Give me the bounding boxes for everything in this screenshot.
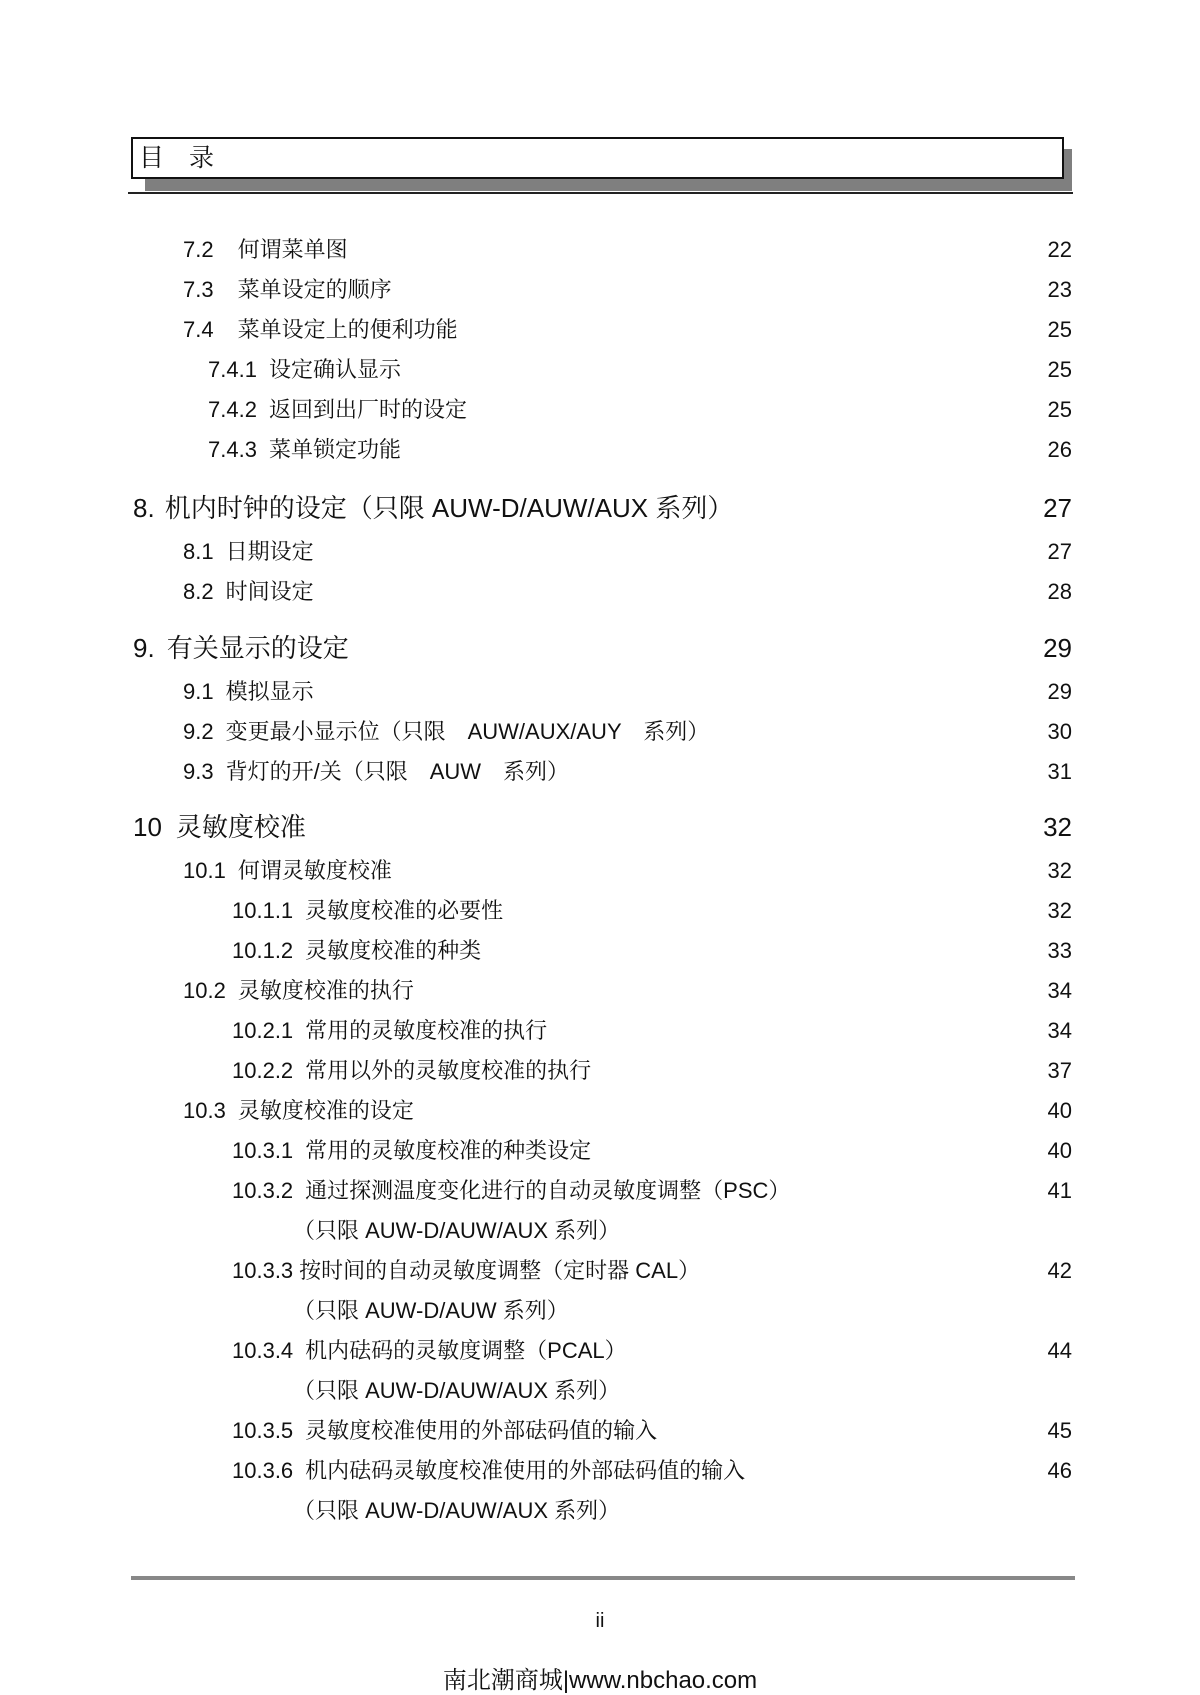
toc-entry-page: 28 (1047, 579, 1072, 604)
toc-entry-number: 10.3.2 (232, 1178, 294, 1203)
toc-entry-label: 时间设定 (225, 579, 314, 604)
toc-entry[interactable] (183, 675, 1072, 705)
toc-entry-number: 10 (133, 812, 162, 842)
toc-entry-number: 8.1 (183, 539, 214, 564)
toc-entry-label: 菜单设定的顺序 (237, 277, 392, 302)
toc-entry-label: 何谓菜单图 (237, 237, 348, 262)
toc-entry-page: 27 (1043, 493, 1072, 523)
toc-entry-page: 45 (1047, 1418, 1072, 1443)
toc-entry-page: 30 (1047, 719, 1072, 744)
toc-entry-number: 7.2 (183, 237, 214, 262)
toc-entry-label: 按时间的自动灵敏度调整（定时器 CAL） (299, 1258, 701, 1283)
footer-rule (131, 1576, 1075, 1580)
toc-entry-number: 7.3 (183, 277, 214, 302)
toc-entry-page: 42 (1047, 1258, 1072, 1283)
toc-entry-number: 10.3.5 (232, 1418, 294, 1443)
toc-entry-label: 常用的灵敏度校准的种类设定 (305, 1138, 592, 1163)
toc-entry-continuation: （只限 AUW-D/AUW/AUX 系列） (293, 1218, 621, 1243)
toc-chapter-entry[interactable] (133, 807, 1072, 841)
toc-entry-label: 灵敏度校准的设定 (237, 1098, 414, 1123)
toc-entry-continuation: （只限 AUW-D/AUW/AUX 系列） (293, 1378, 621, 1403)
toc-entry-label: 有关显示的设定 (166, 633, 349, 663)
toc-entry[interactable] (183, 313, 1072, 343)
toc-entry-label: 常用的灵敏度校准的执行 (305, 1018, 548, 1043)
toc-entry[interactable] (232, 1054, 1072, 1084)
toc-entry[interactable] (183, 273, 1072, 303)
toc-entry-page: 25 (1047, 397, 1072, 422)
toc-entry[interactable] (232, 934, 1072, 964)
toc-entry-label: 机内砝码的灵敏度调整（PCAL） (305, 1338, 627, 1363)
toc-entry-page: 41 (1047, 1178, 1072, 1203)
toc-entry-number: 7.4.1 (208, 357, 257, 382)
toc-entry-page: 44 (1047, 1338, 1072, 1363)
toc-entry-page: 25 (1047, 317, 1072, 342)
toc-entry-number: 10.3 (183, 1098, 226, 1123)
toc-entry-label: 机内砝码灵敏度校准使用的外部砝码值的输入 (305, 1458, 746, 1483)
toc-entry-number: 9. (133, 633, 155, 663)
toc-entry-page: 32 (1047, 858, 1072, 883)
toc-entry-label: 何谓灵敏度校准 (237, 858, 392, 883)
toc-entry-number: 9.1 (183, 679, 214, 704)
toc-entry-page: 25 (1047, 357, 1072, 382)
toc-entry-page: 40 (1047, 1138, 1072, 1163)
toc-entry-number: 10.2.2 (232, 1058, 294, 1083)
toc-entry-number: 10.3.4 (232, 1338, 294, 1363)
toc-entry-number: 7.4.2 (208, 397, 257, 422)
toc-entry[interactable] (232, 1174, 1072, 1204)
toc-entry-page: 32 (1047, 898, 1072, 923)
toc-entry-page: 22 (1047, 237, 1072, 262)
toc-entry-label: 日期设定 (225, 539, 314, 564)
toc-entry-page: 34 (1047, 1018, 1072, 1043)
toc-entry-page: 32 (1043, 812, 1072, 842)
toc-entry-label: 灵敏度校准使用的外部砝码值的输入 (305, 1418, 658, 1443)
toc-entry[interactable] (232, 894, 1072, 924)
toc-entry-label: 模拟显示 (225, 679, 314, 704)
toc-entry[interactable] (183, 233, 1072, 263)
toc-entry-label: 灵敏度校准 (175, 812, 306, 842)
toc-entry-label: 变更最小显示位（只限 AUW/AUX/AUY 系列） (225, 719, 710, 744)
toc-entry-number: 10.2.1 (232, 1018, 294, 1043)
toc-entry-page: 31 (1047, 759, 1072, 784)
toc-entry-number: 10.3.3 (232, 1258, 294, 1283)
toc-entry-page: 29 (1043, 633, 1072, 663)
toc-entry[interactable] (183, 854, 1072, 884)
toc-entry[interactable] (183, 755, 1072, 785)
toc-chapter-entry[interactable] (133, 488, 1072, 522)
toc-entry-label: 灵敏度校准的种类 (305, 938, 482, 963)
toc-entry-label: 设定确认显示 (268, 357, 401, 382)
toc-entry[interactable] (232, 1014, 1072, 1044)
toc-title: 目 录 (139, 144, 215, 172)
toc-entry-page: 27 (1047, 539, 1072, 564)
toc-entry[interactable] (183, 715, 1072, 745)
toc-entry-number: 7.4.3 (208, 437, 257, 462)
toc-entry-number: 10.1.1 (232, 898, 294, 923)
toc-entry-label: 菜单设定上的便利功能 (237, 317, 458, 342)
toc-entry-page: 26 (1047, 437, 1072, 462)
toc-entry[interactable] (232, 1134, 1072, 1164)
toc-entry[interactable] (183, 1094, 1072, 1124)
toc-entry[interactable] (208, 433, 1072, 463)
toc-entry-continuation: （只限 AUW-D/AUW 系列） (293, 1298, 569, 1323)
page-number: ii (595, 1610, 605, 1632)
toc-entry-number: 10.2 (183, 978, 226, 1003)
toc-entry[interactable] (208, 353, 1072, 383)
toc-entry-number: 10.1 (183, 858, 226, 883)
toc-entry-number: 9.3 (183, 759, 214, 784)
toc-entry-page: 33 (1047, 938, 1072, 963)
toc-entry-label: 灵敏度校准的执行 (237, 978, 414, 1003)
watermark-text: 南北潮商城|www.nbchao.com (442, 1667, 758, 1694)
toc-entry-number: 10.3.1 (232, 1138, 294, 1163)
toc-entry-continuation: （只限 AUW-D/AUW/AUX 系列） (293, 1498, 621, 1523)
toc-entry-number: 8.2 (183, 579, 214, 604)
toc-entry-label: 灵敏度校准的必要性 (305, 898, 504, 923)
toc-entry-page: 46 (1047, 1458, 1072, 1483)
toc-entry[interactable] (183, 535, 1072, 565)
toc-entry-label: 菜单锁定功能 (268, 437, 401, 462)
toc-entry[interactable] (232, 1454, 1072, 1484)
toc-entry[interactable] (208, 393, 1072, 423)
toc-entry[interactable] (232, 1334, 1072, 1364)
toc-entry-label: 返回到出厂时的设定 (268, 397, 467, 422)
toc-entry-label: 背灯的开/关（只限 AUW 系列） (225, 759, 570, 784)
toc-entry-number: 10.3.6 (232, 1458, 294, 1483)
toc-entry[interactable] (232, 1414, 1072, 1444)
toc-entry-label: 通过探测温度变化进行的自动灵敏度调整（PSC） (305, 1178, 791, 1203)
toc-entry-label: 常用以外的灵敏度校准的执行 (305, 1058, 592, 1083)
toc-entry-number: 8. (133, 493, 155, 523)
toc-entry-page: 40 (1047, 1098, 1072, 1123)
toc-entry[interactable] (183, 974, 1072, 1004)
toc-entry-page: 34 (1047, 978, 1072, 1003)
toc-entry-page: 29 (1047, 679, 1072, 704)
toc-entry-number: 7.4 (183, 317, 214, 342)
toc-chapter-entry[interactable] (133, 628, 1072, 662)
toc-entry-page: 23 (1047, 277, 1072, 302)
toc-entry-number: 10.1.2 (232, 938, 294, 963)
toc-entry[interactable] (183, 575, 1072, 605)
toc-entry-number: 9.2 (183, 719, 214, 744)
toc-entry[interactable] (232, 1254, 1072, 1284)
toc-entry-label: 机内时钟的设定（只限 AUW-D/AUW/AUX 系列） (164, 493, 734, 523)
toc-entry-page: 37 (1047, 1058, 1072, 1083)
